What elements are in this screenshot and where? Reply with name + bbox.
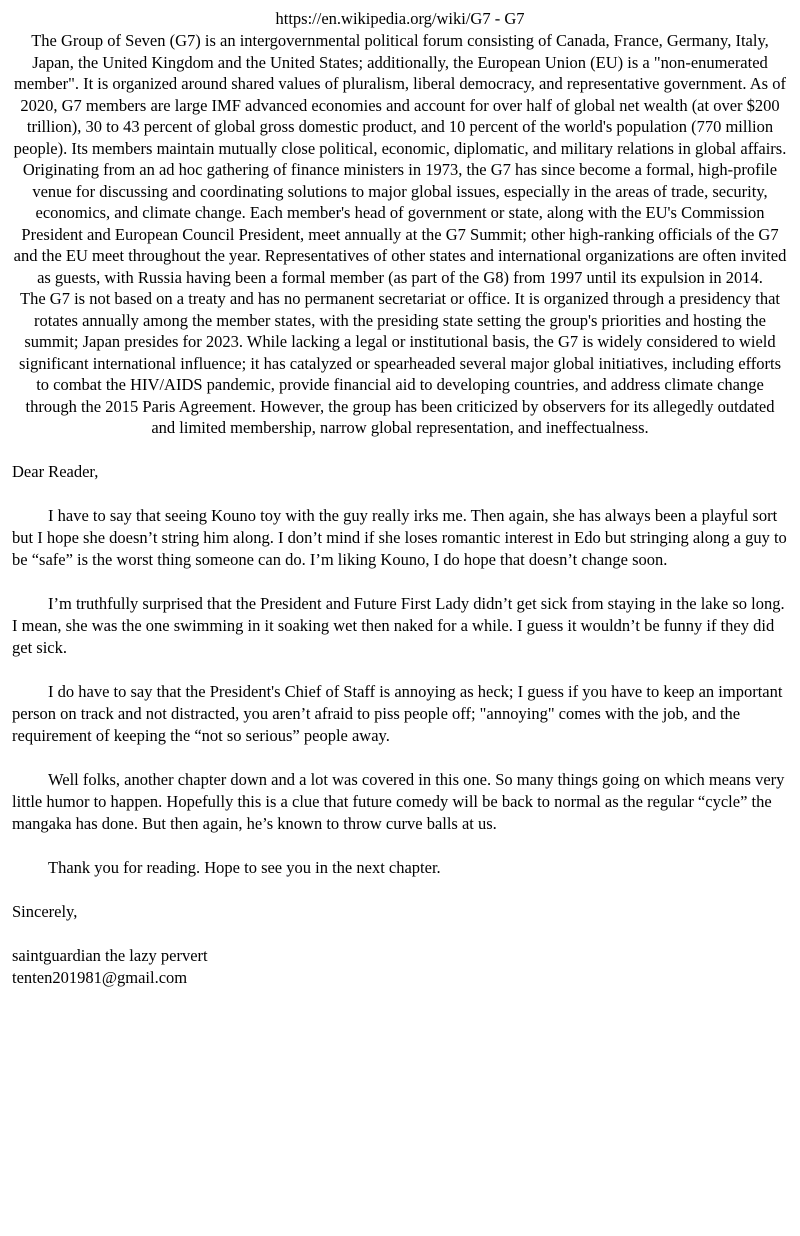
- letter-salutation: Dear Reader,: [12, 461, 99, 481]
- wikipedia-excerpt: [12, 30, 788, 439]
- letter-paragraph-5: Thank you for reading. Hope to see you in the next chapter.: [48, 857, 441, 877]
- letter-paragraph-1: I have to say that seeing Kouno toy with the guy really irks me. Then again, she has always been a playful sort but I hope she doesn’t string him along. I don’t mind if she loses romantic interest in Edo but stringing along a guy to be “safe” is the worst thing someone can do. I’m liking Kouno, I do hope that doesn’t change soon.: [12, 505, 787, 569]
- wiki-paragraph-1: The Group of Seven (G7) is an intergovernmental political forum consisting of Canada, France, Germany, Italy, Japan, the United Kingdom and the United States; additionally, the European Union (EU) is a "non-enumerated member". It is organized around shared values of pluralism, liberal democracy, and representative government. As of 2020, G7 members are large IMF advanced economies and account for over half of global net wealth (at over $200 trillion), 30 to 43 percent of global gross domestic product, and 10 percent of the world's population (770 million people). Its members maintain mutually close political, economic, diplomatic, and military relations in global affairs.: [13, 31, 787, 158]
- source-url-line: https://en.wikipedia.org/wiki/G7 - G7: [275, 9, 525, 28]
- wiki-paragraph-2: Originating from an ad hoc gathering of finance ministers in 1973, the G7 has since become a formal, high-profile venue for discussing and coordinating solutions to major global issues, especially in the areas of trade, security, economics, and climate change. Each member's head of government or state, along with the EU's Commission President and European Council President, meet annually at the G7 Summit; other high-ranking officials of the G7 and the EU meet throughout the year. Representatives of other states and international organizations are often invited as guests, with Russia having been a formal member (as part of the G8) from 1997 until its expulsion in 2014.: [13, 160, 787, 287]
- reader-letter: [12, 461, 788, 989]
- wiki-paragraph-3: The G7 is not based on a treaty and has no permanent secretariat or office. It is organized through a presidency that rotates annually among the member states, with the presiding state setting the group's priorities and hosting the summit; Japan presides for 2023. While lacking a legal or institutional basis, the G7 is widely considered to wield significant international influence; it has catalyzed or spearheaded several major global initiatives, including efforts to combat the HIV/AIDS pandemic, provide financial aid to developing countries, and address climate change through the 2015 Paris Agreement. However, the group has been criticized by observers for its allegedly outdated and limited membership, narrow global representation, and ineffectualness.: [18, 289, 782, 437]
- signature-email: tenten201981@gmail.com: [12, 967, 188, 987]
- letter-paragraph-2: I’m truthfully surprised that the President and Future First Lady didn’t get sick from staying in the lake so long. I mean, she was the one swimming in it soaking wet then naked for a while. I guess it wouldn’t be funny if they did get sick.: [12, 593, 785, 657]
- letter-paragraph-3: I do have to say that the President's Chief of Staff is annoying as heck; I guess if you have to keep an important person on track and not distracted, you aren’t afraid to piss people off; "annoying" comes with the job, and the requirement of keeping the “not so serious” people away.: [12, 681, 783, 745]
- letter-closing: Sincerely,: [12, 901, 78, 921]
- signature-name: saintguardian the lazy pervert: [12, 945, 208, 965]
- letter-paragraph-4: Well folks, another chapter down and a lot was covered in this one. So many things going on which means very little humor to happen. Hopefully this is a clue that future comedy will be back to normal as the regular “cycle” the mangaka has done. But then again, he’s known to throw curve balls at us.: [12, 769, 785, 833]
